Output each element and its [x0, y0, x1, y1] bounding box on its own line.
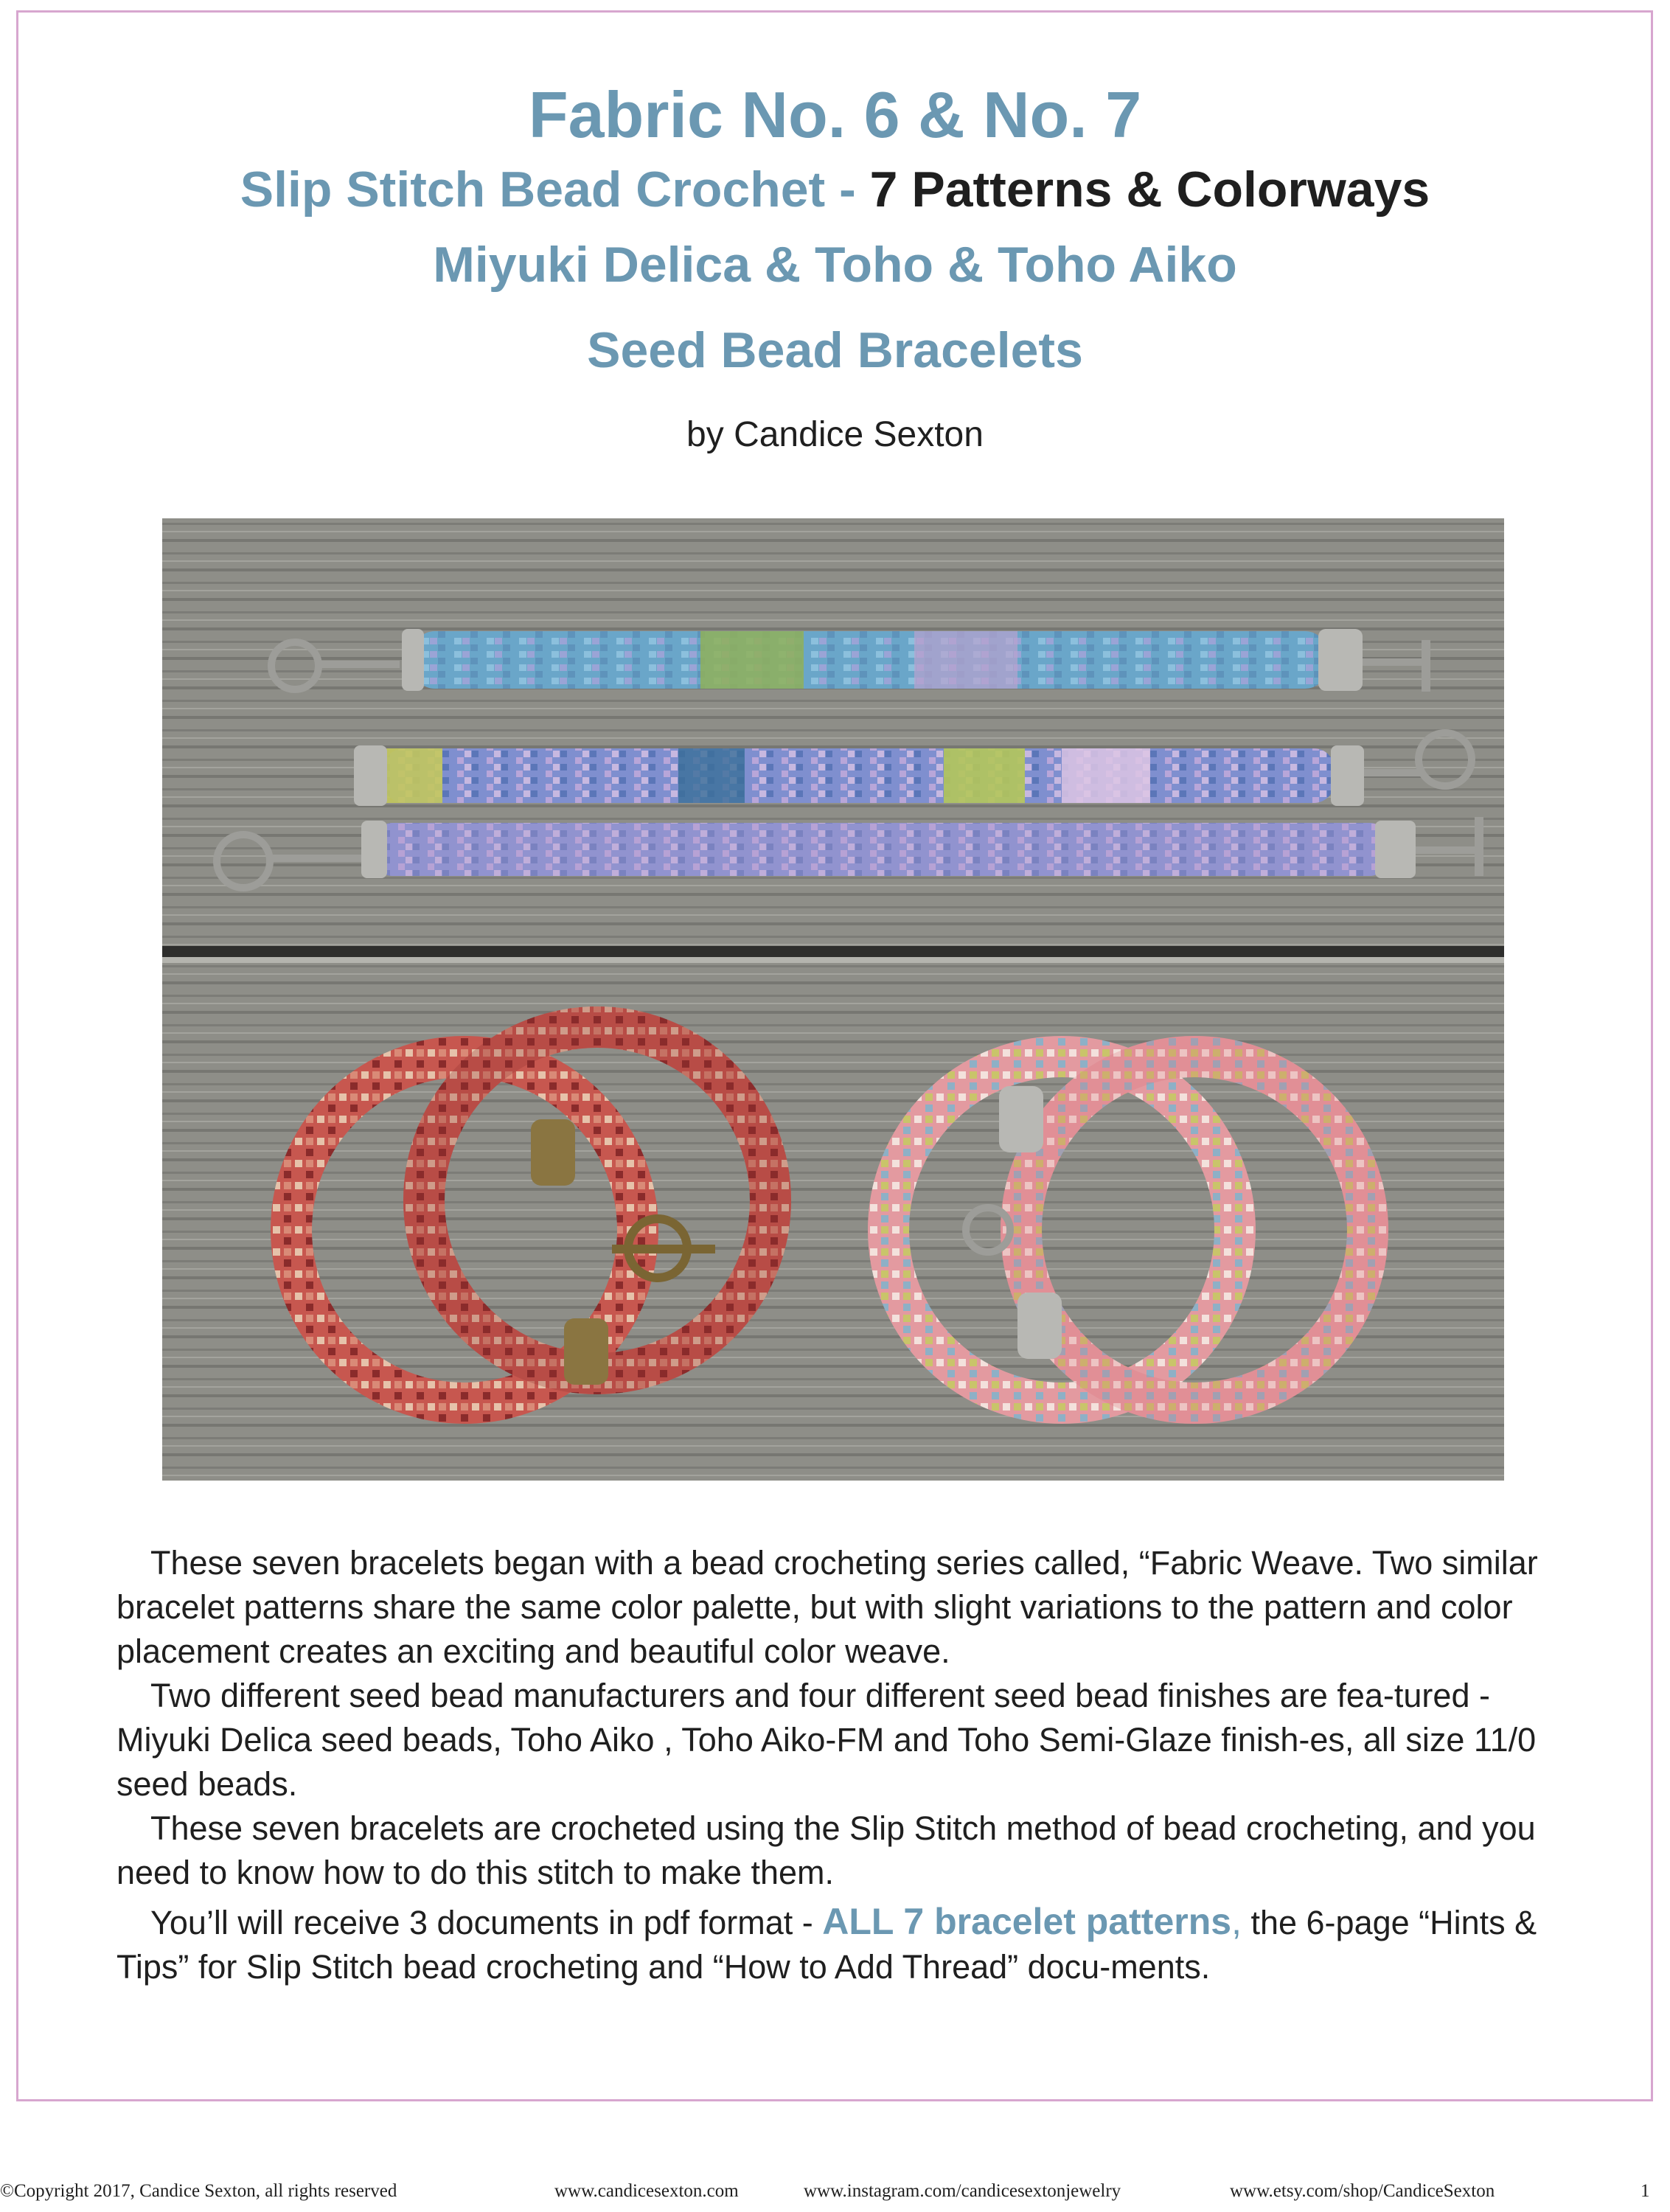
description	[116, 1541, 1562, 1989]
author-byline: by Candice Sexton	[686, 415, 984, 454]
subtitle-line-1	[0, 161, 1670, 218]
highlight-comma: ,	[1231, 1901, 1242, 1942]
etsy-link[interactable]: www.etsy.com/shop/CandiceSexton	[1230, 2181, 1495, 2201]
bracelets-illustration	[162, 518, 1504, 1481]
instagram-link[interactable]: www.instagram.com/candicesextonjewelry	[804, 2181, 1121, 2201]
page-title: Fabric No. 6 & No. 7	[528, 78, 1142, 151]
subtitle-part-1: Slip Stitch Bead Crochet -	[240, 161, 870, 218]
paragraph-4-start: You’ll will receive 3 documents in pdf format -	[150, 1904, 823, 1941]
paragraph-2: Two different seed bead manufacturers and four different seed bead finishes are fea-tured - Miyuki Delica seed beads, Toho Aiko , Toho Aiko-FM and Toho Semi-Glaze finish-es, all size 11/0 seed beads.	[116, 1677, 1537, 1803]
patterns-highlight: ALL 7 bracelet patterns	[822, 1901, 1232, 1942]
paragraph-3: These seven bracelets are crocheted using the Slip Stitch method of bead crocheting, and you need to know how to do this stitch to make them.	[116, 1809, 1536, 1891]
page-footer	[0, 2181, 1670, 2211]
subtitle-line-3: Seed Bead Bracelets	[587, 322, 1083, 378]
paragraph-4	[116, 1899, 1562, 1989]
bracelets-photo	[162, 518, 1504, 1481]
paragraph-4-end: the 6-page “Hints & Tips” for Slip Stitch bead crocheting and “How to Add Thread” docu-ments.	[116, 1904, 1537, 1986]
subtitle-part-2: 7 Patterns & Colorways	[869, 161, 1430, 218]
website-link[interactable]: www.candicesexton.com	[554, 2181, 739, 2201]
subtitle-line-2: Miyuki Delica & Toho & Toho Aiko	[433, 237, 1237, 293]
paragraph-1: These seven bracelets began with a bead crocheting series called, “Fabric Weave. Two similar bracelet patterns share the same color palette, but with slight variations to the pattern and color placement creates an exciting and beautiful color weave.	[116, 1544, 1538, 1670]
copyright-text: ©Copyright 2017, Candice Sexton, all rights reserved	[0, 2181, 397, 2201]
page-number: 1	[1641, 2181, 1650, 2201]
